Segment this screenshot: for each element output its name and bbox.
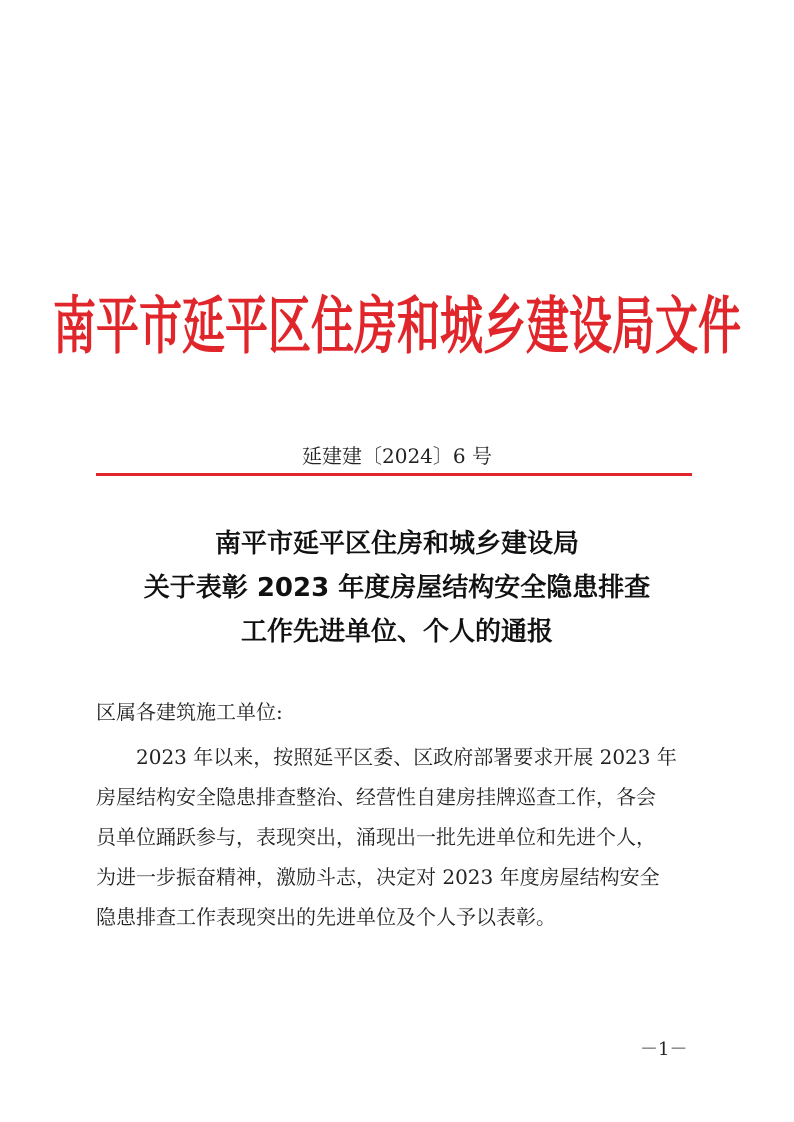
red-divider-line bbox=[96, 473, 692, 476]
body-line-5: 隐患排查工作表现突出的先进单位及个人予以表彰。 bbox=[96, 905, 556, 929]
body-line-2: 房屋结构安全隐患排查整治、经营性自建房挂牌巡查工作，各会 bbox=[96, 785, 656, 809]
notice-title-line-1: 南平市延平区住房和城乡建设局 bbox=[214, 529, 579, 559]
body-line-3: 员单位踊跃参与，表现突出，涌现出一批先进单位和先进个人， bbox=[96, 825, 656, 849]
body-line-4: 为进一步振奋精神，激励斗志，决定对 2023 年度房屋结构安全 bbox=[96, 865, 660, 889]
salutation: 区属各建筑施工单位: bbox=[96, 700, 283, 724]
body-paragraph bbox=[96, 737, 696, 937]
notice-title bbox=[0, 522, 794, 654]
body-line-1: 2023 年以来，按照延平区委、区政府部署要求开展 2023 年 bbox=[136, 745, 677, 769]
notice-title-line-2: 关于表彰 2023 年度房屋结构安全隐患排查 bbox=[143, 573, 651, 603]
masthead-title: 南平市延平区住房和城乡建设局文件 bbox=[53, 290, 741, 364]
page-number: －1－ bbox=[640, 1039, 688, 1060]
notice-title-line-3: 工作先进单位、个人的通报 bbox=[240, 617, 553, 647]
document-number: 延建建〔2024〕6 号 bbox=[302, 444, 492, 468]
